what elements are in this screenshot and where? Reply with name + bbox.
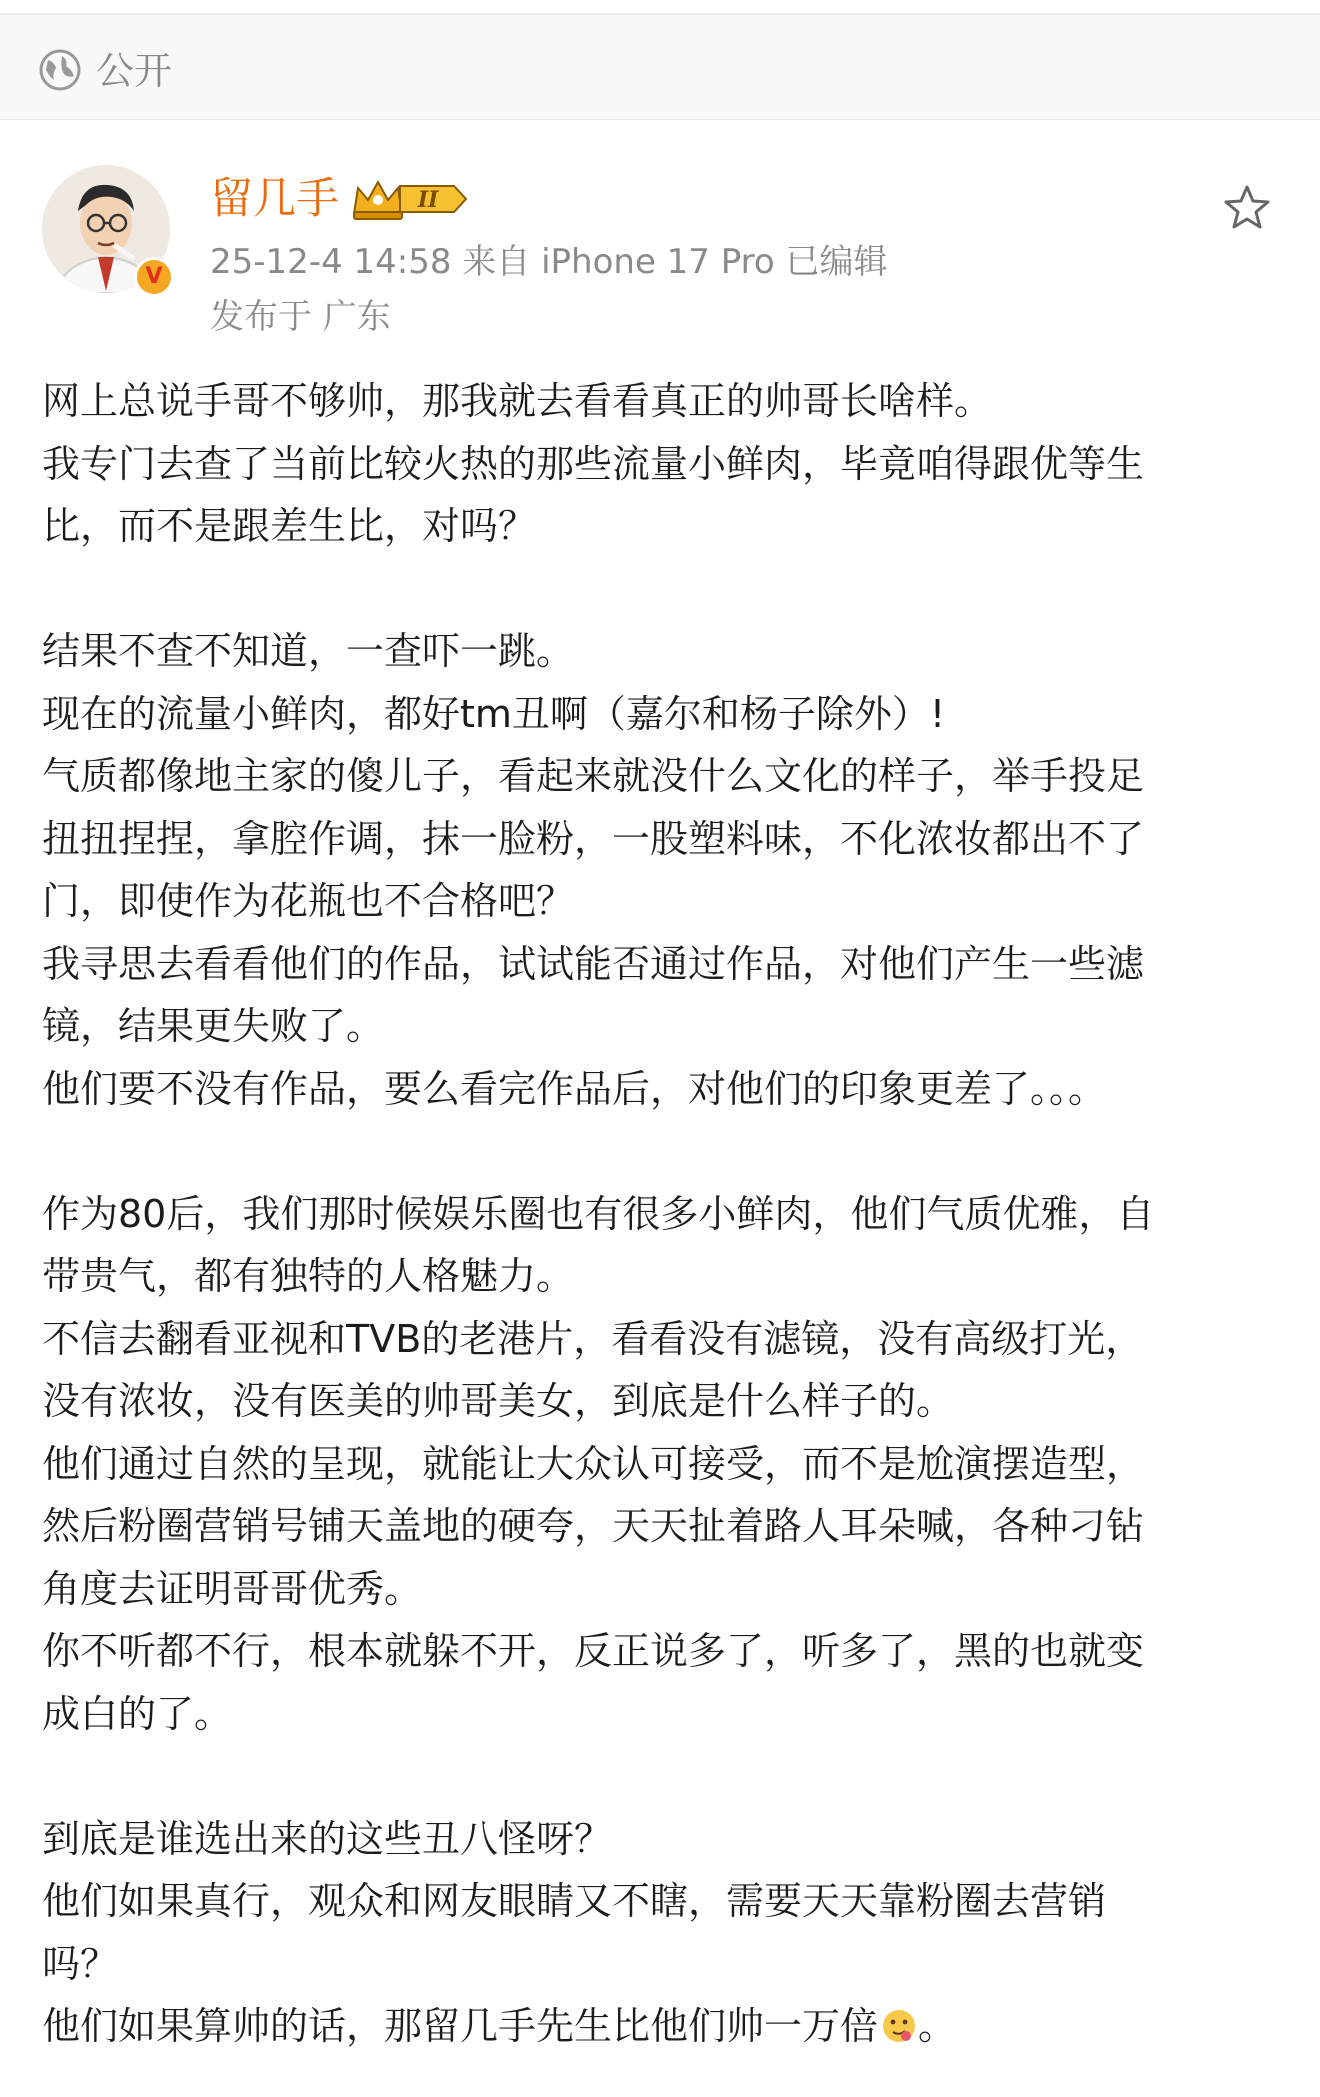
content-last-line — [42, 1995, 1282, 2058]
content-line: 他们要不没有作品，要么看完作品后，对他们的印象更差了。。。 — [42, 1066, 1107, 1111]
content-last-line-suffix: 。 — [918, 2004, 957, 2048]
content-line: 结果不查不知道，一查吓一跳。 — [42, 629, 575, 673]
content-line: 我寻思去看看他们的作品，试试能否通过作品，对他们产生一些滤 — [42, 941, 1145, 986]
visibility-bar — [0, 15, 1320, 120]
content-line: 他们通过自然的呈现，就能让大众认可接受，而不是尬演摆造型， — [42, 1441, 1145, 1486]
membership-crown-badge[interactable] — [350, 174, 470, 224]
paragraph-gap — [42, 558, 1282, 621]
post-location: 发布于 广东 — [210, 297, 391, 337]
content-line: 你不听都不行，根本就躲不开，反正说多了，听多了，黑的也就变 — [42, 1629, 1145, 1673]
globe-icon — [38, 48, 82, 92]
verified-v-icon: V — [134, 257, 174, 297]
paragraph-gap — [42, 1120, 1282, 1183]
post-content — [42, 370, 1282, 2058]
content-line: 成白的了。 — [42, 1691, 233, 1736]
content-line: 比，而不是跟差生比，对吗？ — [42, 504, 537, 548]
post-meta: 25-12-4 14:58 来自 iPhone 17 Pro 已编辑 — [210, 242, 888, 282]
author-avatar[interactable] — [42, 165, 170, 293]
content-line: 他们如果真行，观众和网友眼睛又不瞎，需要天天靠粉圈去营销 — [42, 1879, 1107, 1923]
content-last-line-text: 他们如果算帅的话，那留几手先生比他们帅一万倍 — [42, 2004, 879, 2048]
content-line: 到底是谁选出来的这些丑八怪呀？ — [42, 1816, 613, 1861]
thinking-face-emoji — [880, 2007, 918, 2045]
content-line: 镜，结果更失败了。 — [42, 1004, 385, 1048]
content-line: 吗？ — [42, 1941, 119, 1986]
content-line: 我专门去查了当前比较火热的那些流量小鲜肉，毕竟咱得跟优等生 — [42, 441, 1145, 486]
content-line: 没有浓妆，没有医美的帅哥美女，到底是什么样子的。 — [42, 1379, 955, 1423]
content-line: 门，即使作为花瓶也不合格吧？ — [42, 879, 575, 923]
content-line: 带贵气，都有独特的人格魅力。 — [42, 1254, 575, 1298]
paragraph-gap — [42, 1745, 1282, 1808]
visibility-label: 公开 — [96, 49, 173, 93]
content-line: 气质都像地主家的傻儿子，看起来就没什么文化的样子，举手投足 — [42, 754, 1145, 798]
favorite-star-icon[interactable] — [1222, 183, 1272, 233]
content-line: 不信去翻看亚视和TVB的老港片，看看没有滤镜，没有高级打光， — [42, 1316, 1144, 1361]
author-name[interactable]: 留几手 — [210, 174, 339, 224]
content-line: 扭扭捏捏，拿腔作调，抹一脸粉，一股塑料味，不化浓妆都出不了 — [42, 816, 1145, 861]
badge-level-text: II — [417, 187, 439, 213]
content-line: 然后粉圈营销号铺天盖地的硬夸，天天扯着路人耳朵喊，各种刁钻 — [42, 1504, 1145, 1548]
content-line: 网上总说手哥不够帅，那我就去看看真正的帅哥长啥样。 — [42, 379, 993, 423]
content-line: 现在的流量小鲜肉，都好tm丑啊（嘉尔和杨子除外）! — [42, 691, 946, 736]
content-line: 角度去证明哥哥优秀。 — [42, 1566, 423, 1611]
content-line: 作为80后，我们那时候娱乐圈也有很多小鲜肉，他们气质优雅，自 — [42, 1191, 1155, 1236]
